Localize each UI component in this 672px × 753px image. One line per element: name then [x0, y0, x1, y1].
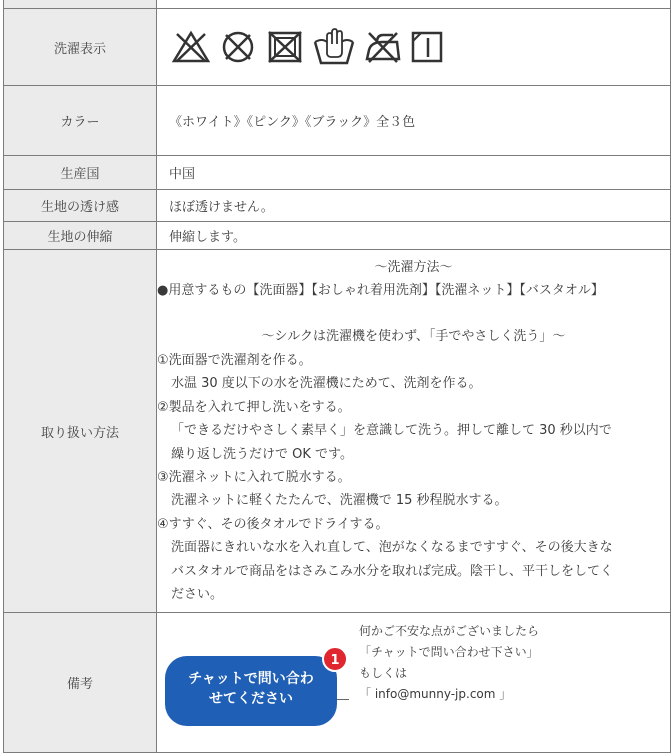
remarks-note: もしくは [359, 666, 408, 680]
care-label: 取り扱い方法 [4, 250, 157, 613]
table-row [4, 250, 671, 613]
color-value: 《ホワイト》《ピンク》《ブラック》全３色 [157, 86, 671, 156]
stretch-value: 伸縮します。 [157, 222, 671, 250]
care-step-3-detail: 洗濯ネットに軽くたたんで、洗濯機で 15 秒程脱水する。 [171, 493, 508, 509]
color-label: カラー [4, 86, 157, 156]
contact-email: 「 info@munny-jp.com 」 [359, 687, 512, 701]
table-row [4, 86, 671, 156]
care-step-2: ②製品を入れて押し洗いをする。 [157, 399, 351, 415]
table-row [4, 222, 671, 250]
product-spec-table [3, 0, 671, 753]
care-step-4-detail: バスタオルで商品をはさみこみ水分を取れば完成。陰干し、平干しをしてく [171, 563, 614, 579]
care-step-4: ④すすぐ、その後タオルでドライする。 [157, 516, 389, 532]
care-symbol-list [169, 28, 670, 66]
table-row [4, 9, 671, 86]
care-instructions [157, 250, 671, 613]
chat-button-label: せてください [209, 691, 293, 707]
remarks-note: 何かご不安な点がございましたら [359, 624, 540, 638]
care-step-2-detail: 繰り返し洗うだけで OK です。 [171, 446, 353, 462]
remarks-label: 備考 [4, 613, 157, 753]
care-subtitle: 〜シルクは洗濯機を使わず、「手でやさしく洗う」〜 [261, 329, 566, 345]
care-spacer [157, 302, 670, 325]
connector-line [337, 699, 349, 700]
origin-value: 中国 [157, 156, 671, 190]
sheerness-label: 生地の透け感 [4, 190, 157, 222]
care-step-4-detail: 洗面器にきれいな水を入れ直して、泡がなくなるまですすぐ、その後大きな [171, 540, 613, 556]
table-row [4, 156, 671, 190]
care-title: 〜洗濯方法〜 [374, 259, 453, 275]
care-step-4-detail: ださい。 [171, 586, 224, 602]
no-iron-icon [363, 30, 403, 64]
notification-badge: 1 [322, 646, 348, 672]
spec-label-empty [4, 0, 157, 9]
chat-inquiry-button[interactable] [165, 656, 337, 726]
care-step-1: ①洗面器で洗濯剤を作る。 [157, 352, 312, 368]
no-tumble-dry-icon [218, 30, 258, 64]
table-row [4, 0, 671, 9]
stretch-label: 生地の伸縮 [4, 222, 157, 250]
no-bleach-icon [171, 30, 211, 64]
table-row [4, 190, 671, 222]
chat-button-label: チャットで問い合わ [188, 671, 314, 687]
care-items-needed: ●用意するもの【洗面器】【おしゃれ着用洗剤】【洗濯ネット】【バスタオル】 [157, 283, 604, 299]
care-symbols-value [157, 9, 671, 86]
care-step-3: ③洗濯ネットに入れて脱水する。 [157, 469, 351, 485]
table-row [4, 613, 671, 753]
care-symbols-label: 洗濯表示 [4, 9, 157, 86]
spec-value-empty [157, 0, 671, 9]
line-dry-shade-icon [410, 30, 444, 64]
sheerness-value: ほぼ透けません。 [157, 190, 671, 222]
care-step-2-detail: 「できるだけやさしく素早く」を意識して洗う。押して離して 30 秒以内で [171, 423, 612, 439]
remarks-value [157, 613, 671, 753]
origin-label: 生産国 [4, 156, 157, 190]
no-dry-clean-icon [265, 30, 305, 64]
care-step-1-detail: 水温 30 度以下の水を洗濯機にためて、洗剤を作る。 [171, 376, 482, 392]
remarks-notes [359, 621, 539, 705]
hand-wash-icon [312, 28, 356, 66]
remarks-note: 「チャットで問い合わせ下さい」 [359, 645, 539, 659]
